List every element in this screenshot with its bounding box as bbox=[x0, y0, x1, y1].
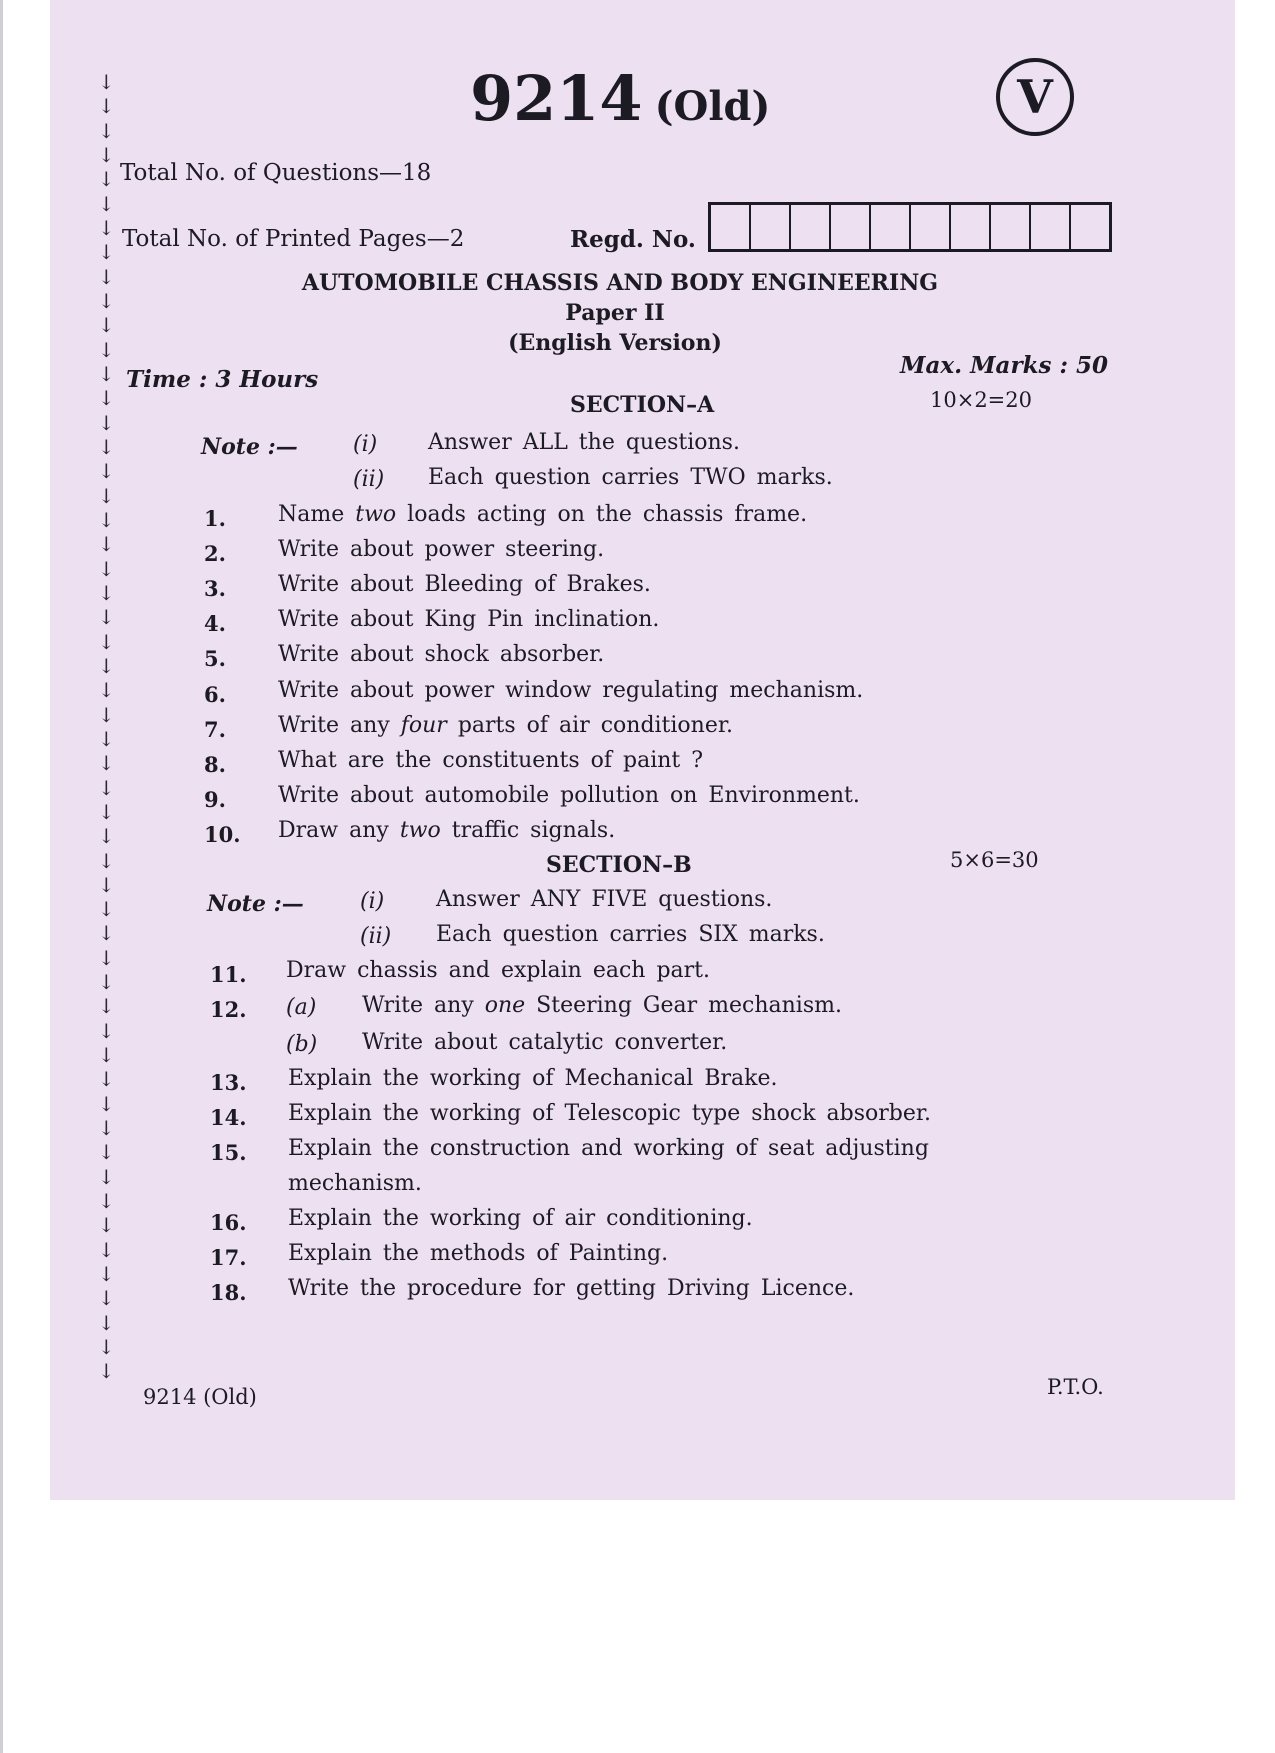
question-text: Name two loads acting on the chassis frame. bbox=[278, 502, 808, 527]
question-number: 15. bbox=[210, 1140, 247, 1165]
question-text: Explain the working of air conditioning. bbox=[288, 1206, 753, 1231]
question-number: 16. bbox=[210, 1210, 247, 1235]
section-b-note-roman: (ii) bbox=[360, 924, 392, 949]
question-text: Write about power window regulating mechanism. bbox=[278, 678, 864, 703]
scan-edge bbox=[0, 0, 3, 1753]
question-number: 17. bbox=[210, 1245, 247, 1270]
question-text: Write any one Steering Gear mechanism. bbox=[362, 993, 842, 1018]
question-text: Write any four parts of air conditioner. bbox=[278, 713, 733, 738]
question-number: 4. bbox=[204, 611, 226, 636]
question-number: 1. bbox=[204, 506, 226, 531]
question-number: 6. bbox=[204, 682, 226, 707]
question-number: 10. bbox=[204, 822, 241, 847]
question-number: 12. bbox=[210, 997, 247, 1022]
question-number: 9. bbox=[204, 787, 226, 812]
time-allowed: Time : 3 Hours bbox=[126, 366, 319, 393]
paper-code bbox=[470, 62, 770, 135]
question-text: Write about shock absorber. bbox=[278, 642, 605, 667]
question-text: Write about Bleeding of Brakes. bbox=[278, 572, 651, 597]
section-b-note-roman: (i) bbox=[360, 889, 385, 914]
question-text: Draw chassis and explain each part. bbox=[286, 958, 710, 983]
question-text: Write the procedure for getting Driving Licence. bbox=[288, 1276, 855, 1301]
section-b-marks: 5×6=30 bbox=[950, 848, 1039, 872]
question-text: Draw any two traffic signals. bbox=[278, 818, 616, 843]
question-number: 18. bbox=[210, 1280, 247, 1305]
section-b-title: SECTION–B bbox=[546, 852, 692, 878]
question-text: Write about catalytic converter. bbox=[362, 1030, 728, 1055]
section-b-note-text: Answer ANY FIVE questions. bbox=[436, 887, 773, 912]
question-number: 3. bbox=[204, 576, 226, 601]
question-text: Explain the working of Mechanical Brake. bbox=[288, 1066, 778, 1091]
section-a-marks: 10×2=20 bbox=[930, 388, 1032, 412]
regd-label: Regd. No. bbox=[570, 226, 696, 253]
section-a-note-text: Each question carries TWO marks. bbox=[428, 465, 833, 490]
section-a-note-text: Answer ALL the questions. bbox=[428, 430, 740, 455]
total-questions: Total No. of Questions—18 bbox=[120, 160, 432, 186]
question-text: Explain the construction and working of seat adjusting bbox=[288, 1136, 929, 1161]
question-subpart: (a) bbox=[286, 995, 317, 1020]
paper-code-number: 9214 bbox=[470, 62, 643, 135]
question-number: 11. bbox=[210, 962, 247, 987]
footer-paper-code: 9214 (Old) bbox=[143, 1385, 257, 1409]
question-number: 2. bbox=[204, 541, 226, 566]
paper-code-old: (Old) bbox=[654, 83, 771, 130]
section-b-note-label: Note :— bbox=[207, 891, 304, 917]
max-marks: Max. Marks : 50 bbox=[900, 352, 1108, 379]
question-number: 8. bbox=[204, 752, 226, 777]
question-text-continued: mechanism. bbox=[288, 1171, 422, 1196]
question-text: Write about King Pin inclination. bbox=[278, 607, 660, 632]
question-number: 13. bbox=[210, 1070, 247, 1095]
question-text: Write about automobile pollution on Environment. bbox=[278, 783, 860, 808]
question-subpart: (b) bbox=[286, 1032, 318, 1057]
section-a-note-roman: (ii) bbox=[353, 467, 385, 492]
section-a-note-label: Note :— bbox=[201, 434, 298, 460]
question-text: Explain the working of Telescopic type shock absorber. bbox=[288, 1101, 932, 1126]
total-pages: Total No. of Printed Pages—2 bbox=[122, 226, 465, 252]
question-number: 7. bbox=[204, 717, 226, 742]
question-number: 5. bbox=[204, 646, 226, 671]
question-text: What are the constituents of paint ? bbox=[278, 748, 704, 773]
margin-arrows: ↓ ↓ ↓ ↓ ↓ ↓ ↓ ↓ ↓ ↓ ↓ ↓ ↓ ↓ ↓ ↓ ↓ ↓ ↓ ↓ ↓ ↓ ↓ ↓ ↓ ↓ ↓ ↓ ↓ ↓ ↓ ↓ ↓ ↓ ↓ ↓ ↓ ↓ ↓ ↓ ↓ ↓ ↓ ↓ ↓ ↓ ↓ ↓ ↓ ↓ ↓ ↓ ↓ ↓ bbox=[98, 70, 115, 1384]
version-badge: V bbox=[996, 58, 1074, 136]
question-number: 14. bbox=[210, 1105, 247, 1130]
page-turn-over: P.T.O. bbox=[1047, 1375, 1104, 1399]
regd-number-boxes[interactable] bbox=[708, 202, 1112, 252]
question-text: Explain the methods of Painting. bbox=[288, 1241, 669, 1266]
question-text: Write about power steering. bbox=[278, 537, 605, 562]
paper-title: Paper II bbox=[565, 300, 665, 326]
section-a-title: SECTION–A bbox=[570, 392, 715, 418]
subject-title: AUTOMOBILE CHASSIS AND BODY ENGINEERING bbox=[301, 270, 939, 296]
version-title: (English Version) bbox=[508, 330, 722, 356]
section-a-note-roman: (i) bbox=[353, 432, 378, 457]
section-b-note-text: Each question carries SIX marks. bbox=[436, 922, 825, 947]
